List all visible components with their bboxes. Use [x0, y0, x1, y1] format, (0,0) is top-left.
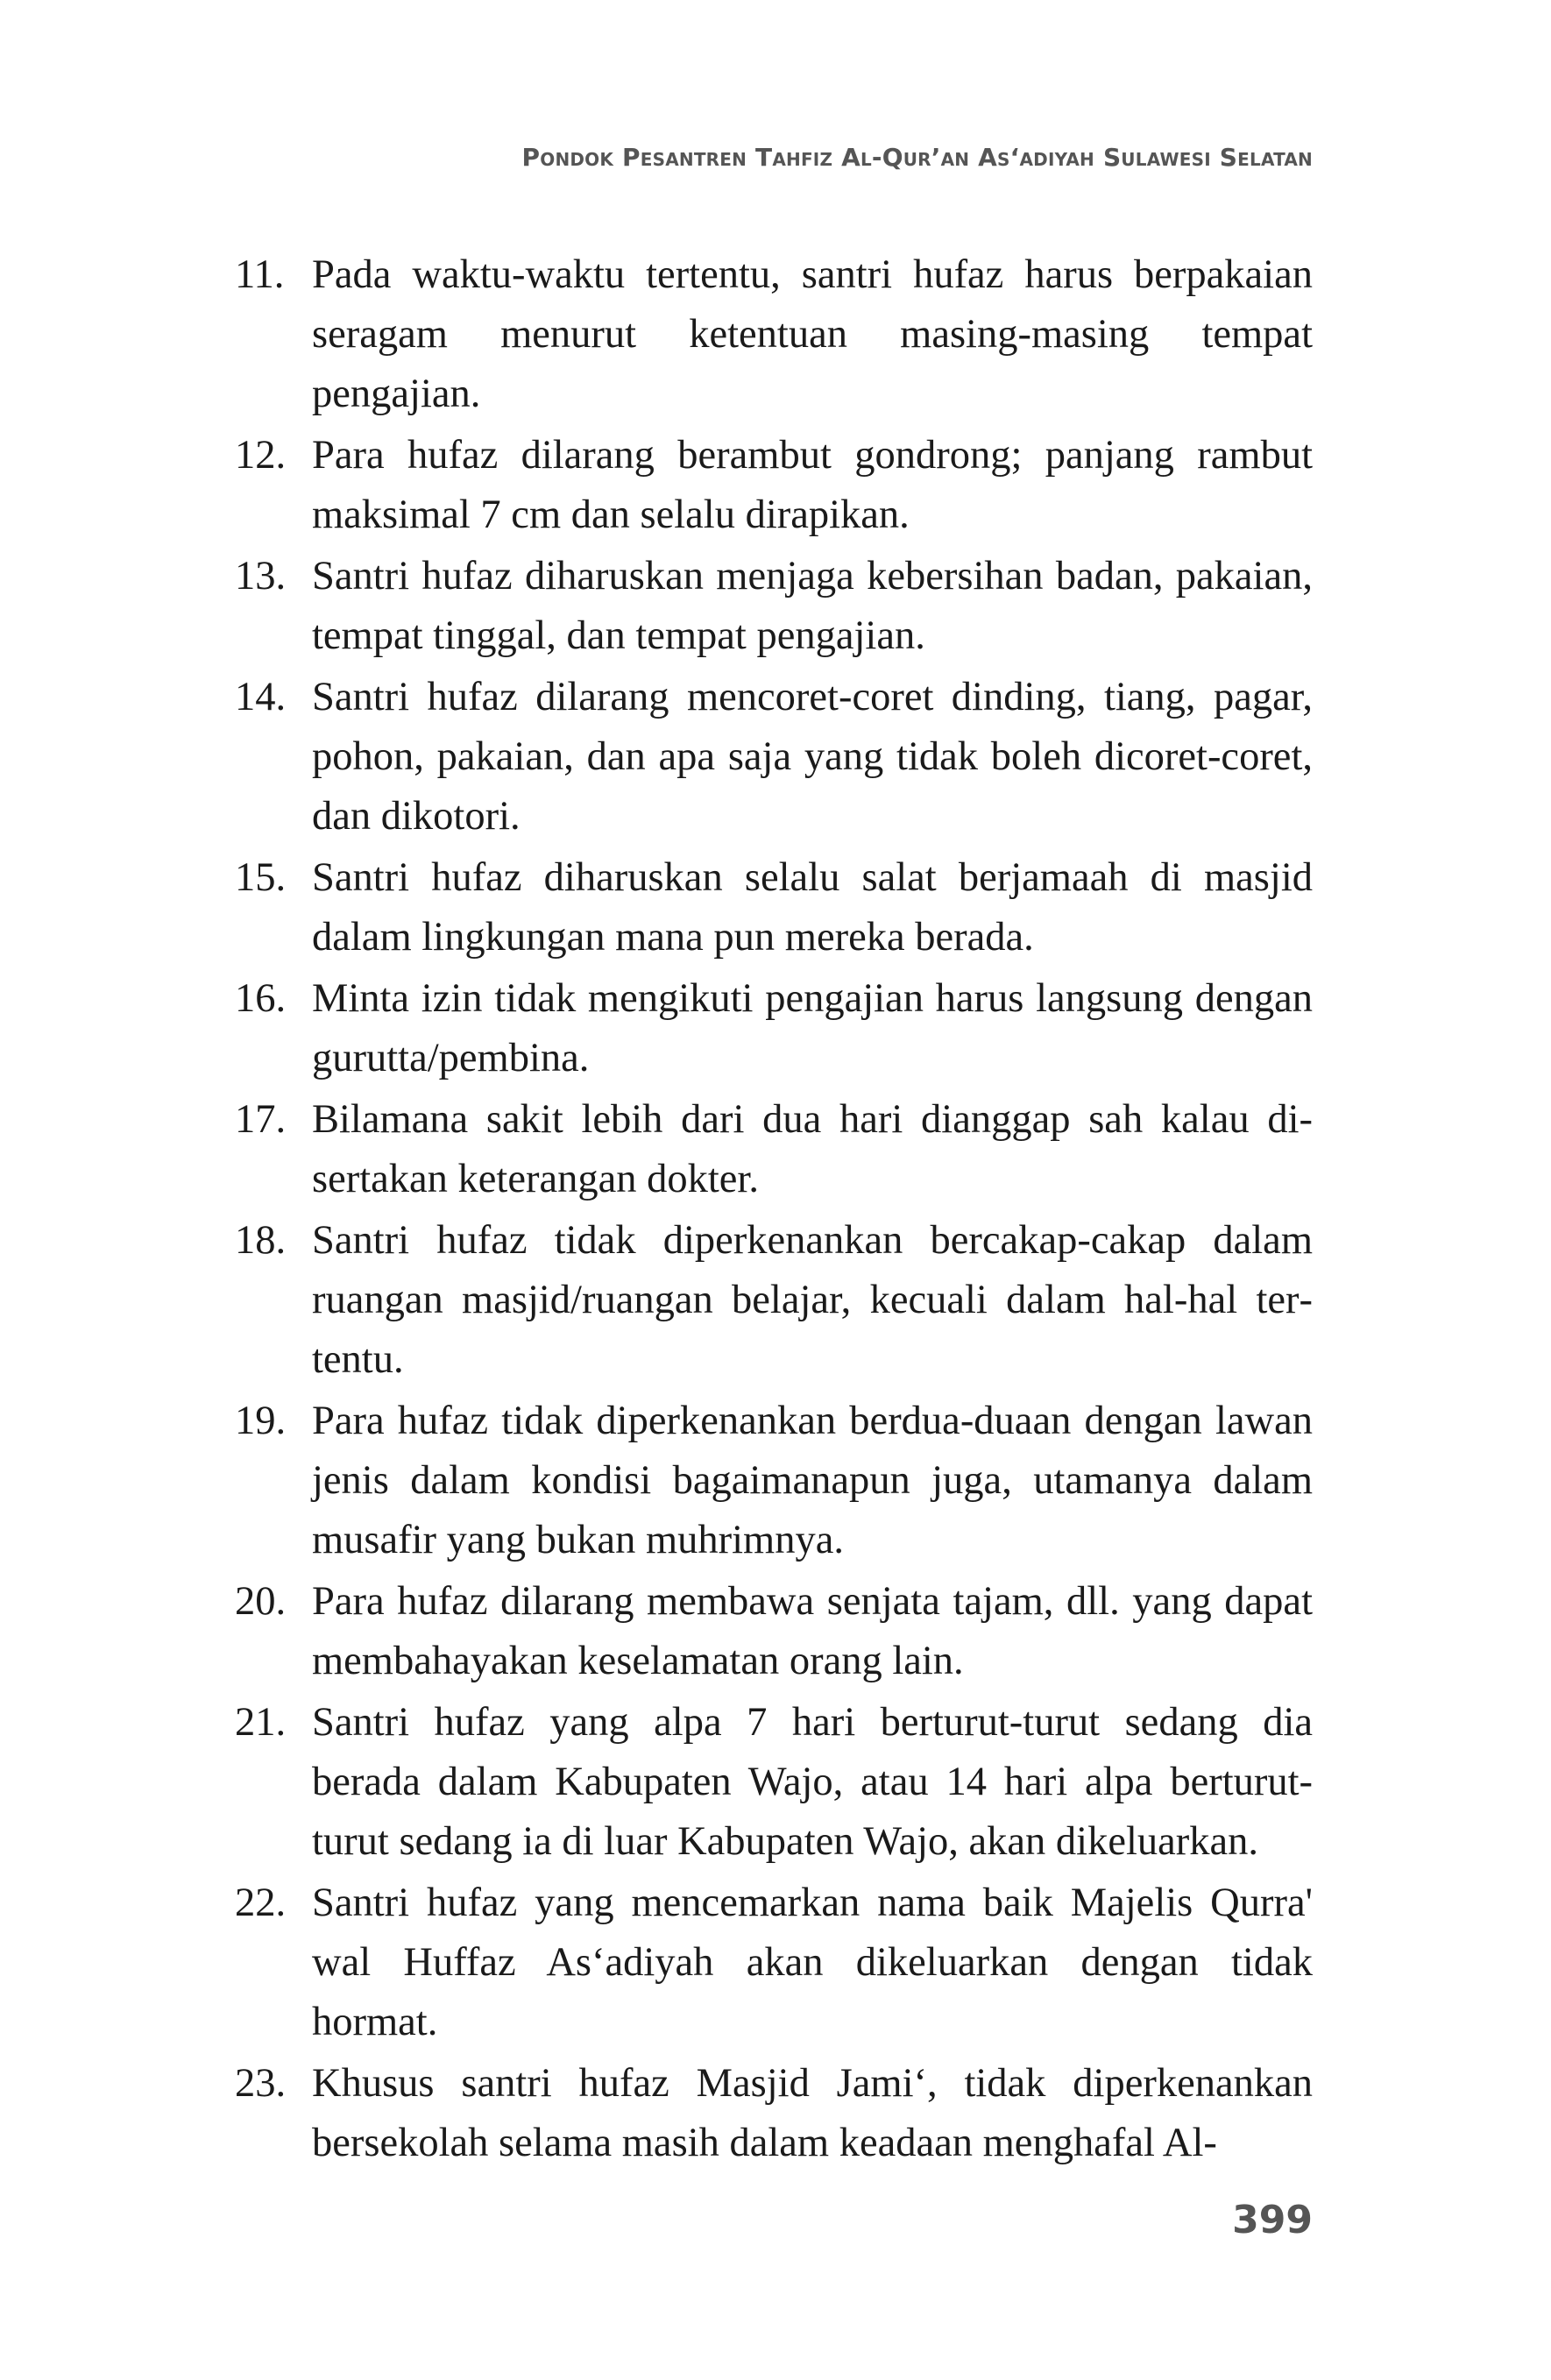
rule-number: 16.	[235, 976, 287, 1021]
rule-number: 12.	[235, 433, 287, 478]
rule-item	[235, 848, 1313, 967]
rule-text: Santri hufaz yang mencemarkan nama baik Majelis Qurra' wal Huffaz As‘adiyah akan dikeluarkan dengan tidak hormat.	[312, 1881, 1313, 2044]
rule-number: 14.	[235, 675, 287, 719]
rule-number: 17.	[235, 1097, 287, 1142]
rule-number: 23.	[235, 2061, 287, 2106]
rule-text: Para hufaz tidak diperkenankan berdua-duaan dengan lawan jenis dalam kondisi bagaimanapun juga, utamanya dalam musafir yang bukan muhrimnya.	[312, 1399, 1313, 1562]
rule-text: Para hufaz dilarang membawa senjata tajam, dll. yang dapat membahayakan keselamatan orang lain.	[312, 1579, 1313, 1683]
rule-item	[235, 1090, 1313, 1209]
rule-item	[235, 1211, 1313, 1390]
rule-number: 19.	[235, 1399, 287, 1443]
rule-number: 20.	[235, 1579, 287, 1624]
rule-item	[235, 668, 1313, 846]
rules-list	[235, 245, 1313, 2175]
rule-item	[235, 1874, 1313, 2052]
rule-item	[235, 1693, 1313, 1872]
rule-text: Pada waktu-waktu tertentu, santri hufaz harus berpakaian seragam menurut ketentuan masing-masing tempat pengajian.	[312, 252, 1313, 416]
page-number: 399	[1232, 2198, 1313, 2242]
rule-item	[235, 245, 1313, 424]
rule-text: Santri hufaz diharuskan selalu salat berjamaah di masjid dalam lingkungan mana pun mereka berada.	[312, 855, 1313, 960]
rule-number: 11.	[235, 252, 285, 297]
rule-item	[235, 1392, 1313, 1570]
rule-number: 13.	[235, 554, 287, 599]
rule-text: Santri hufaz tidak diperkenankan bercakap-cakap dalam ruangan masjid/ruangan belajar, kecuali dalam hal-hal tertentu.	[312, 1218, 1313, 1382]
rule-text: Bilamana sakit lebih dari dua hari dianggap sah kalau disertakan keterangan dokter.	[312, 1097, 1313, 1201]
rule-text: Santri hufaz yang alpa 7 hari berturut-turut sedang dia berada dalam Kabupaten Wajo, atau 14 hari alpa berturut-turut sedang ia di luar Kabupaten Wajo, akan dikeluarkan.	[312, 1700, 1313, 1864]
rule-number: 18.	[235, 1218, 287, 1263]
rule-text: Santri hufaz dilarang mencoret-coret dinding, tiang, pagar, pohon, pakaian, dan apa saja yang tidak boleh dicoret-coret, dan dikotori.	[312, 675, 1313, 839]
rule-item	[235, 426, 1313, 545]
rule-number: 21.	[235, 1700, 287, 1745]
rule-text: Khusus santri hufaz Masjid Jami‘, tidak diperkenankan bersekolah selama masih dalam keadaan menghafal Al-	[312, 2061, 1313, 2165]
rule-item	[235, 969, 1313, 1088]
rule-text: Santri hufaz diharuskan menjaga kebersihan badan, pakaian, tempat tinggal, dan tempat pengajian.	[312, 554, 1313, 658]
rule-number: 15.	[235, 855, 287, 900]
rule-text: Para hufaz dilarang berambut gondrong; panjang rambut maksimal 7 cm dan selalu dirapikan.	[312, 433, 1313, 537]
rule-item	[235, 547, 1313, 666]
rule-item	[235, 1572, 1313, 1691]
rule-text: Minta izin tidak mengikuti pengajian harus langsung dengan gurutta/pembina.	[312, 976, 1313, 1080]
running-header: Pondok Pesantren Tahfiz Al-Qur’an As‘adiyah Sulawesi Selatan	[521, 143, 1313, 172]
rule-number: 22.	[235, 1881, 287, 1925]
rule-item	[235, 2054, 1313, 2173]
